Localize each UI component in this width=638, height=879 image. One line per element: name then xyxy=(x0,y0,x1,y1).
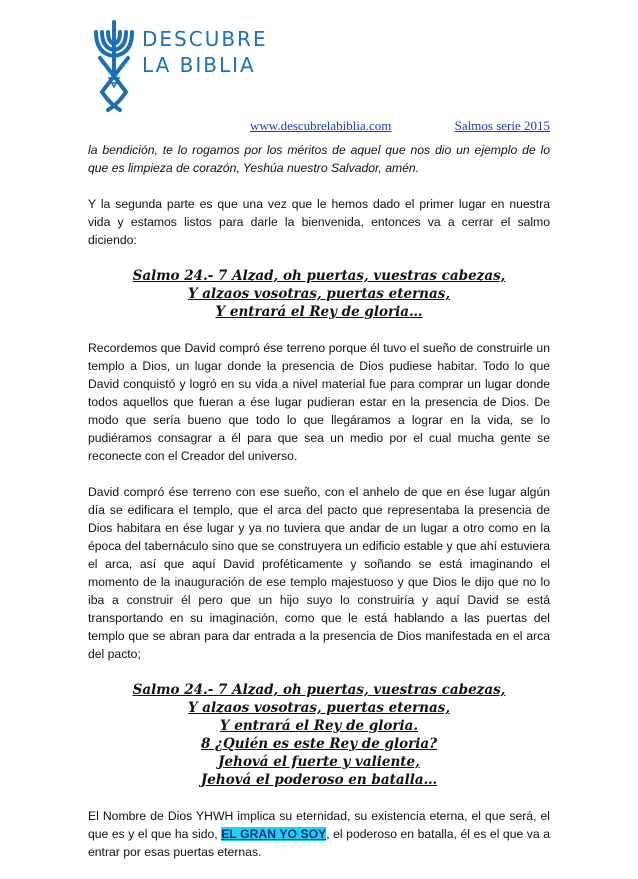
paragraph-3: David compró ése terreno con ese sueño, con el anhelo de que en ése lugar algún día se edificara el templo, que el arca del pacto que representaba la presencia de Dios habitara en ése lugar y ya no tuviera que andar de un lugar a otro como en la época del tabernáculo sino que se construyera un edificio estable y que ahí estuviera el arca, así que aquí David proféticamente y soñando se está imaginando el momento de la inauguración de ese templo majestuoso y que Dios le dijo que no lo iba a construir él pero que un hijo suyo lo construiría y aquí David se está transportando en su imaginación, como que le está hablando a las puertas del templo que se abran para dar entrada a la presencia de Dios manifestada en el arca del pacto; xyxy=(88,485,550,661)
paragraph-4 xyxy=(88,807,550,861)
website-link[interactable]: www.descubrelabiblia.com xyxy=(250,118,392,133)
paragraph-intro: la bendición, te lo rogamos por los méritos de aquel que nos dio un ejemplo de lo que es limpieza de corazón, Yeshúa nuestro Salvador, amén. xyxy=(88,143,550,175)
psalm-line: Y entrará el Rey de gloria… xyxy=(215,304,423,320)
psalm-line: Salmo 24.- 7 Alzad, oh puertas, vuestras cabezas, xyxy=(132,682,506,698)
psalm-line: Y entrará el Rey de gloria. xyxy=(219,718,419,734)
logo-wordmark xyxy=(142,26,268,78)
series-link[interactable]: Salmos serie 2015 xyxy=(454,118,550,133)
psalm-line: Y alzaos vosotras, puertas eternas, xyxy=(187,700,451,716)
psalm-line: Jehová el fuerte y valiente, xyxy=(218,754,420,770)
psalm-line: Y alzaos vosotras, puertas eternas, xyxy=(187,286,451,302)
paragraph-4-text-before: El Nombre de Dios YHWH implica su eternidad, su existencia eterna, el que será, el que es y el que ha sido, xyxy=(88,809,550,841)
logo-line-1: DESCUBRE xyxy=(142,27,268,51)
psalm-line: Salmo 24.- 7 Alzad, oh puertas, vuestras cabezas, xyxy=(132,268,506,284)
document-body xyxy=(88,141,550,879)
psalm-line: Jehová el poderoso en batalla… xyxy=(200,772,438,788)
logo-line-2: LA BIBLIA xyxy=(142,53,256,77)
paragraph-1: Y la segunda parte es que una vez que le hemos dado el primer lugar en nuestra vida y estamos listos para darle la bienvenida, entonces va a cerrar el salmo diciendo: xyxy=(88,197,550,247)
highlighted-phrase: EL GRAN YO SOY xyxy=(221,827,327,841)
psalm-quote-2 xyxy=(88,681,550,789)
psalm-line: 8 ¿Quién es este Rey de gloria? xyxy=(201,736,437,752)
psalm-quote-1 xyxy=(88,267,550,321)
paragraph-4-text-after: , el poderoso en batalla, él es el que va a entrar por esas puertas eternas. xyxy=(88,827,551,859)
paragraph-2: Recordemos que David compró ése terreno porque él tuvo el sueño de construirle un templo a Dios, un lugar donde la presencia de Dios pudiese habitar. Todo lo que David conquistó y logró en su vida a nivel material fue para comprar un lugar donde todos aquellos que fueran a ése lugar pudieran estar en la presencia de Dios. De modo que sería bueno que todo lo que llegáramos a lograr en la vida, se lo pudiéramos consagrar a él para que sea un medio por el cual mucha gente se reconecte con el Creador del universo. xyxy=(88,341,550,463)
